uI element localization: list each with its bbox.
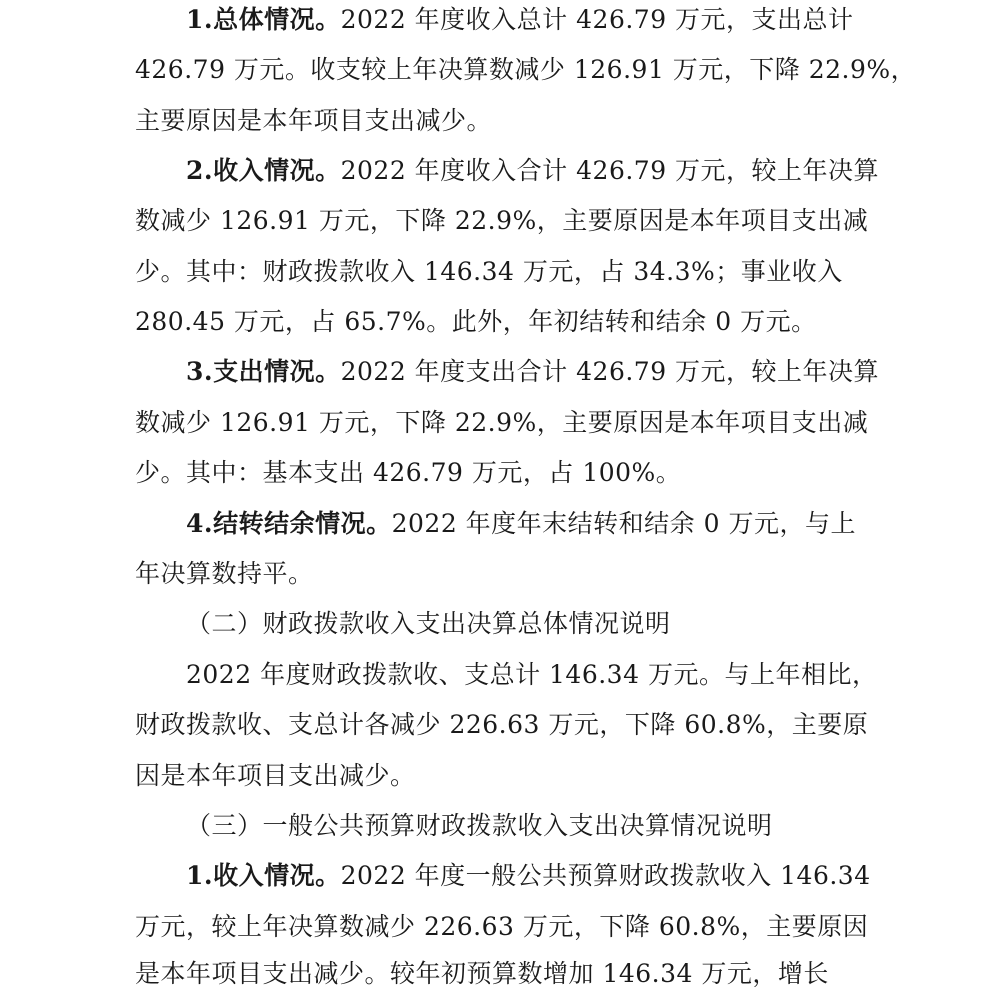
section-heading <box>0 604 1000 644</box>
paragraph-line <box>0 403 1000 443</box>
paragraph-line <box>0 252 1000 292</box>
paragraph-text: 2022 年度财政拨款收、支总计 146.34 万元。与上年相比， <box>186 660 878 689</box>
paragraph-line <box>0 856 1000 896</box>
paragraph-line <box>0 907 1000 947</box>
paragraph-line <box>0 705 1000 745</box>
paragraph-text: 426.79 万元。收支较上年决算数减少 126.91 万元，下降 22.9%， <box>135 55 917 84</box>
section-heading-text: （三）一般公共预算财政拨款收入支出决算情况说明 <box>186 811 773 840</box>
paragraph-heading: 1.收入情况。 <box>186 861 341 890</box>
paragraph-text: 2022 年度支出合计 426.79 万元，较上年决算 <box>340 357 880 386</box>
paragraph-text: 2022 年度年末结转和结余 0 万元，与上 <box>391 509 856 538</box>
paragraph-text: 数减少 126.91 万元，下降 22.9%，主要原因是本年项目支出减 <box>135 206 869 235</box>
paragraph-text: 万元，较上年决算数减少 226.63 万元，下降 60.8%，主要原因 <box>135 912 869 941</box>
paragraph-line <box>0 201 1000 241</box>
paragraph-text: 2022 年度一般公共预算财政拨款收入 146.34 <box>340 861 871 890</box>
paragraph-line <box>0 50 1000 90</box>
paragraph-text: 财政拨款收、支总计各减少 226.63 万元，下降 60.8%，主要原 <box>135 710 869 739</box>
paragraph-line <box>0 453 1000 493</box>
paragraph-line <box>0 554 1000 594</box>
paragraph-line <box>0 655 1000 695</box>
paragraph-line <box>0 352 1000 392</box>
paragraph-text: 少。其中：财政拨款收入 146.34 万元，占 34.3%；事业收入 <box>135 257 843 286</box>
paragraph-text: 2022 年度收入合计 426.79 万元，较上年决算 <box>340 156 880 185</box>
section-heading <box>0 806 1000 846</box>
paragraph-text: 280.45 万元，占 65.7%。此外，年初结转和结余 0 万元。 <box>135 307 817 336</box>
paragraph-line <box>0 504 1000 544</box>
paragraph-text: 主要原因是本年项目支出减少。 <box>135 106 493 135</box>
paragraph-line <box>0 151 1000 191</box>
paragraph-text: 数减少 126.91 万元，下降 22.9%，主要原因是本年项目支出减 <box>135 408 869 437</box>
paragraph-text: 年决算数持平。 <box>135 559 314 588</box>
paragraph-line <box>0 0 1000 40</box>
paragraph-text: 是本年项目支出减少。较年初预算数增加 146.34 万元，增长 <box>135 959 829 988</box>
paragraph-line <box>0 954 1000 994</box>
paragraph-line <box>0 101 1000 141</box>
section-heading-text: （二）财政拨款收入支出决算总体情况说明 <box>186 609 671 638</box>
paragraph-line <box>0 302 1000 342</box>
paragraph-text: 2022 年度收入总计 426.79 万元，支出总计 <box>340 5 854 34</box>
paragraph-heading: 1.总体情况。 <box>186 5 341 34</box>
paragraph-text: 少。其中：基本支出 426.79 万元，占 100%。 <box>135 458 682 487</box>
paragraph-line <box>0 756 1000 796</box>
paragraph-heading: 3.支出情况。 <box>186 357 341 386</box>
paragraph-heading: 2.收入情况。 <box>186 156 341 185</box>
paragraph-heading: 4.结转结余情况。 <box>186 509 392 538</box>
paragraph-text: 因是本年项目支出减少。 <box>135 761 416 790</box>
